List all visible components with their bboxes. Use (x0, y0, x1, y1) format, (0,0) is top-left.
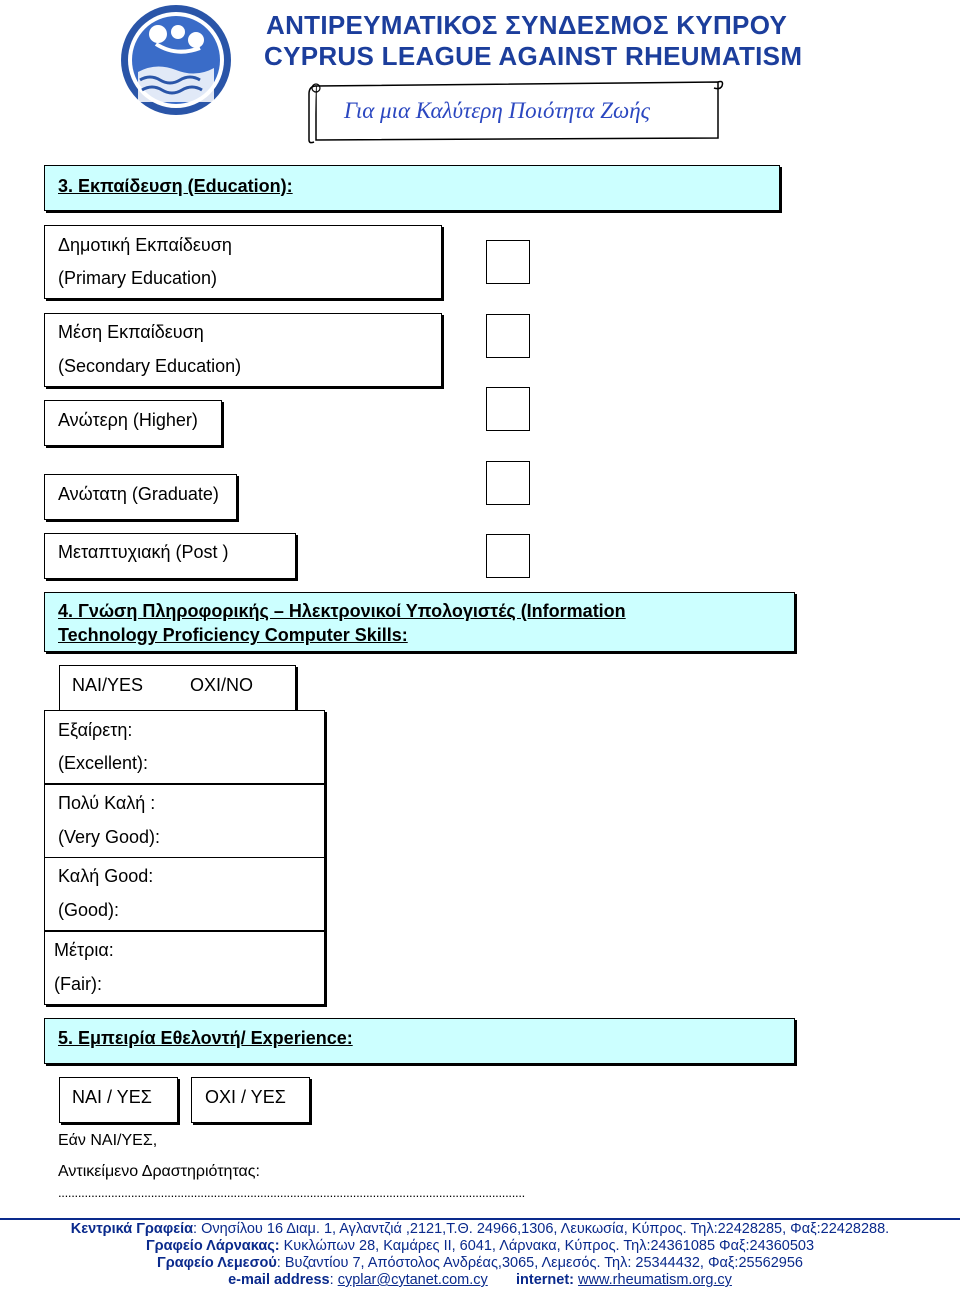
education-option-graduate (44, 474, 237, 520)
option-label: Ανώτατη (Graduate) (58, 484, 219, 504)
footer-larnaca-label: Γραφείο Λάρνακας: (145, 1238, 280, 1254)
it-no-label[interactable]: ΟΧΙ/NO (190, 675, 254, 695)
footer-line-contact: e-mail address: cyplar@cytanet.com.cy internet: www.rheumatism.org.cy (228, 1272, 732, 1288)
experience-section-header (44, 1018, 795, 1064)
education-option-primary (44, 225, 442, 299)
option-label-en: (Secondary Education) (58, 356, 242, 376)
experience-yes-option[interactable] (59, 1077, 178, 1123)
option-label-en: (Primary Education) (58, 268, 218, 288)
education-option-secondary (44, 313, 442, 387)
it-section-header (44, 592, 795, 652)
option-label: Ανώτερη (Higher) (58, 410, 198, 430)
footer-central-label: Κεντρικά Γραφεία (70, 1221, 194, 1237)
level-label: Εξαίρετη: (58, 720, 133, 740)
checkbox-higher[interactable] (486, 387, 530, 431)
it-level-very-good (44, 784, 325, 858)
level-label: Μέτρια: (54, 940, 114, 960)
level-label-en: (Good): (58, 900, 120, 920)
experience-title: 5. Εμπειρία Εθελοντή/ Experience: (58, 1028, 353, 1048)
experience-if-yes: Εάν ΝΑΙ/ΥΕΣ, (58, 1132, 158, 1149)
option-label: Δημοτική Εκπαίδευση (58, 235, 232, 255)
level-label-en: (Very Good): (58, 827, 161, 847)
level-label: Καλή Good: (58, 866, 154, 886)
experience-yes-label: ΝΑΙ / ΥΕΣ (72, 1087, 152, 1107)
footer-email-link[interactable]: cyplar@cytanet.com.cy (337, 1272, 488, 1288)
level-label-en: (Excellent): (58, 753, 149, 773)
footer-central-text: : Ονησίλου 16 Διαμ. 1, Αγλαντζιά ,2121,Τ.Θ. 24966,1306, Λευκωσία, Κύπρος. Τηλ:22428285, Φαξ:22428288. (193, 1221, 890, 1237)
footer-limassol-text: : Βυζαντίου 7, Απόστολος Ανδρέας,3065, Λεμεσός. Τηλ: 25344432, Φαξ:25562956 (276, 1255, 803, 1271)
footer-line-central (0, 1221, 960, 1238)
education-section-header (44, 165, 780, 211)
level-label-en: (Fair): (54, 974, 102, 994)
education-title: 3. Εκπαίδευση (Education): (58, 176, 293, 196)
motto-scroll (306, 76, 724, 144)
it-level-fair (44, 931, 325, 1005)
it-title-line2: Technology Proficiency Computer Skills: (58, 625, 408, 645)
option-label: Μεταπτυχιακή (Post ) (58, 542, 229, 562)
experience-no-option[interactable] (191, 1077, 310, 1123)
logo (116, 2, 236, 118)
education-option-higher (44, 400, 222, 446)
level-label: Πολύ Καλή : (58, 793, 156, 813)
experience-activity-field[interactable]: ............................................................................................................................................. (58, 1185, 525, 1200)
checkbox-secondary[interactable] (486, 314, 530, 358)
footer-internet-label: internet: (516, 1272, 574, 1288)
experience-activity-label: Αντικείμενο Δραστηριότητας: (58, 1163, 260, 1180)
footer-line-larnaca (0, 1238, 960, 1255)
org-name-greek: ΑΝΤΙΡΕΥΜΑΤΙΚΟΣ ΣΥΝΔΕΣΜΟΣ ΚΥΠΡΟΥ (266, 10, 788, 40)
footer-larnaca-text: Κυκλώπων 28, Καμάρες ΙΙ, 6041, Λάρνακα, Κύπρος. Τηλ:24361085 Φαξ:24360503 (279, 1238, 815, 1254)
footer (0, 1221, 960, 1289)
it-level-good (44, 857, 325, 931)
org-name-english: CYPRUS LEAGUE AGAINST RHEUMATISM (264, 41, 803, 71)
footer-limassol-label: Γραφείο Λεμεσού (157, 1255, 277, 1271)
checkbox-graduate[interactable] (486, 461, 530, 505)
education-option-post (44, 533, 296, 579)
it-title-line1: 4. Γνώση Πληροφορικής – Ηλεκτρονικοί Υπολογιστές (Information (58, 601, 626, 621)
footer-divider (0, 1218, 960, 1220)
it-yes-label[interactable]: ΝΑΙ/YES (72, 675, 144, 695)
checkbox-primary[interactable] (486, 240, 530, 284)
option-label: Μέση Εκπαίδευση (58, 322, 204, 342)
checkbox-post[interactable] (486, 534, 530, 578)
it-yes-no-header (59, 665, 296, 711)
experience-no-label: ΟΧΙ / ΥΕΣ (205, 1087, 286, 1107)
it-level-excellent (44, 710, 325, 784)
footer-website-link[interactable]: www.rheumatism.org.cy (578, 1272, 732, 1288)
footer-email-label: e-mail address (228, 1272, 330, 1288)
footer-line-limassol (0, 1255, 960, 1272)
motto-text: Για μια Καλύτερη Ποιότητα Ζωής (344, 98, 651, 123)
